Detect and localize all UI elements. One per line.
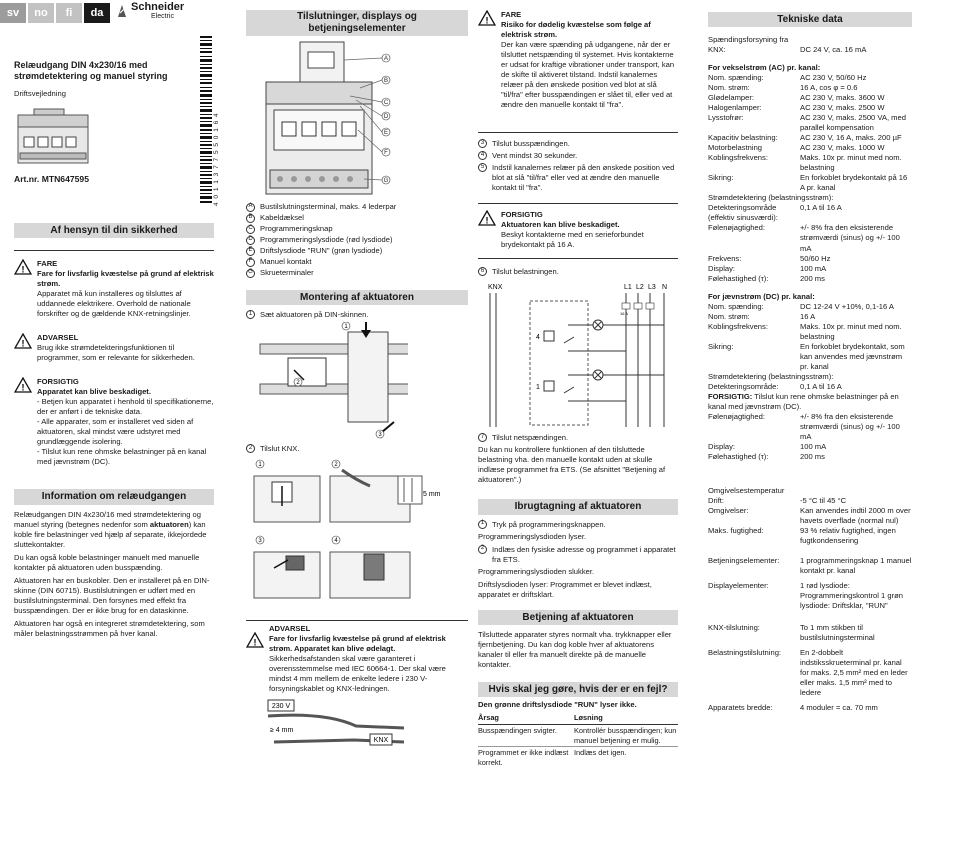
fault-cause: Busspændingen svigter.	[478, 725, 557, 735]
spec-value: DC 24 V, ca. 16 mA	[800, 45, 867, 55]
spec-row	[708, 73, 912, 83]
mount-warning-text: Sikkerhedsafstanden skal være garanteret i overensstemmelse med IEC 60664-1. Der skal være mindst 4 mm mellem de enkelte ledere i 230 V-forsyningskablet og KNX-ledningen.	[269, 654, 446, 694]
fault-solution: Indlæs det igen.	[574, 748, 627, 758]
label-channel-4: 4	[536, 334, 540, 342]
barcode	[200, 36, 220, 206]
caution-text: Beskyt kontakterne med en serieforbundet brydekontakt på 16 A.	[501, 230, 644, 250]
info-heading: Information om relæudgangen	[14, 489, 214, 504]
step-text: Indstil kanalernes relæer på den ønskede position ved blot at slå "til/fra" eller ved at ændre den manuelle kontakt til "fra".	[492, 163, 675, 193]
spec-value: AC 230 V, 16 A, maks. 200 µF	[800, 133, 902, 143]
danger-text: Der kan være spænding på udgangene, når der er tilsluttet netspænding til systemet. Hvis kontakterne er udsat for kraftige vibrationer under transport, kan de skifte til aktiveret tilstand. Indstil kanalernes relæer på den ønskede position ved blot at slå "til/fra" efter busspændingen er slået til, eller ved at ændre den manuelle kontakt til "fra".	[501, 40, 675, 110]
svg-text:!: !	[253, 637, 257, 648]
warning-triangle-icon	[478, 210, 496, 226]
spec-value: AC 230 V, maks. 1000 W	[800, 143, 885, 153]
spec-value: -5 °C til 45 °C	[800, 495, 847, 505]
spec-key: Nom. spænding:	[708, 301, 764, 311]
legend-marker: A	[246, 203, 255, 212]
svg-text:C: C	[383, 100, 389, 106]
supply-label: Spændingsforsyning fra	[708, 35, 789, 45]
mount-step-1	[246, 310, 468, 320]
lang-tab-sv[interactable]: sv	[0, 3, 26, 23]
commission-line: Programmeringslysdioden slukker.	[478, 566, 595, 576]
info-paragraph	[14, 510, 214, 550]
svg-text:2: 2	[296, 380, 300, 387]
spec-key: Apparatets bredde:	[708, 703, 773, 713]
language-bar	[0, 0, 214, 26]
mount-warning-bold: Fare for livsfarlig kvæstelse på grund af elektrisk strøm. Apparatet kan blive ødelagt.	[269, 634, 446, 654]
operation-heading: Betjening af aktuatoren	[478, 610, 678, 625]
legend-marker: B	[246, 214, 255, 223]
info-paragraph: Du kan også koble belastninger manuelt med manuelle kontakter på aktuatoren uden busspænding.	[14, 552, 200, 572]
fault-table-header	[478, 712, 678, 724]
commission-line: Programmeringslysdioden lyser.	[478, 531, 587, 541]
step-text: Vent mindst 30 sekunder.	[492, 151, 578, 161]
lang-tab-fi[interactable]: fi	[56, 3, 82, 23]
spec-value: 200 ms	[800, 273, 825, 283]
spec-row	[708, 223, 912, 253]
step-text: Tilslut KNX.	[260, 444, 300, 454]
device-diagram	[260, 40, 410, 198]
cable-distance-diagram	[266, 698, 406, 748]
info-text-bold: aktuatoren	[149, 519, 189, 529]
warning-triangle-icon	[14, 377, 32, 393]
step-number: 3	[478, 139, 487, 148]
svg-text:B: B	[383, 78, 389, 84]
step-number: 6	[478, 267, 487, 276]
commission-step-2	[478, 545, 678, 565]
svg-text:1: 1	[258, 462, 262, 469]
label-knx: KNX	[488, 284, 503, 292]
step-number: 2	[246, 444, 255, 453]
warning-notice	[14, 333, 214, 363]
spec-row	[708, 382, 912, 392]
commission-step-1	[478, 520, 678, 530]
fault-table	[478, 712, 678, 769]
caution-bold: Apparatet kan blive beskadiget.	[37, 387, 151, 397]
legend-item	[246, 224, 468, 234]
operation-text: Tilsluttede apparater styres normalt vha. trykknapper eller fjernbetjening. Du kan dog koble hver af aktuatorens kanaler til eller fra manuelt direkte på de manuelle kontakter.	[478, 629, 672, 669]
step-3	[478, 139, 678, 149]
caution-notice	[14, 377, 214, 467]
warning-text: Brug ikke strømdetekteringsfunktionen til programmer, som er relevante for sikkerheden.	[37, 343, 195, 363]
caution-item: - Alle apparater, som er installeret ved siden af aktuatoren, skal mindst være udstyret med grundlæggende isolering.	[37, 417, 194, 447]
spec-key: Detekteringsområde (effektiv sinusværdi):	[708, 203, 778, 223]
spec-row	[708, 93, 912, 103]
mounting-heading: Montering af aktuatoren	[246, 290, 468, 305]
svg-text:3: 3	[258, 538, 262, 545]
spec-row	[708, 312, 912, 322]
step-6	[478, 267, 678, 277]
step-number: 4	[478, 151, 487, 160]
danger-bold: Fare for livsfarlig kvæstelse på grund af elektrisk strøm.	[37, 269, 214, 289]
step-4	[478, 151, 678, 161]
spec-value: AC 230 V, maks. 2500 W	[800, 103, 885, 113]
spec-row	[708, 496, 912, 506]
spec-value: AC 230 V, 50/60 Hz	[800, 73, 867, 83]
spec-value: 1 rød lysdiode: Programmeringskontrol 1 grøn lysdiode: Driftsklar, "RUN"	[800, 580, 903, 610]
connections-heading: Tilslutninger, displays og betjeningselementer	[246, 10, 468, 36]
legend-item	[246, 202, 468, 212]
env-specs	[708, 496, 912, 546]
svg-text:3: 3	[378, 432, 382, 439]
warning-label: ADVARSEL	[37, 333, 79, 343]
caution-label: FORSIGTIG	[501, 210, 543, 220]
spec-row	[708, 113, 912, 133]
legend-item	[246, 213, 468, 223]
info-paragraph: Aktuatoren har også en integreret strømdetektering, som måler belastningsstrømmen på hver kanal.	[14, 618, 205, 638]
ac-detect-specs	[708, 203, 912, 283]
step-number: 1	[478, 520, 487, 529]
spec-key: Motorbelastning	[708, 143, 763, 153]
spec-row	[708, 103, 912, 113]
step-7	[478, 433, 678, 443]
spec-row	[708, 506, 912, 526]
spec-key: Glødelamper:	[708, 93, 755, 103]
legend-text: Manuel kontakt	[260, 257, 312, 267]
spec-row	[708, 412, 912, 442]
tech-heading: Tekniske data	[708, 12, 912, 27]
spec-value: En forkoblet brydekontakt, som kan anvendes med jævnstrøm pr. kanal	[800, 341, 905, 371]
spec-row	[708, 322, 912, 342]
legend-marker: C	[246, 225, 255, 234]
spec-row	[708, 452, 912, 462]
legend-item	[246, 235, 468, 245]
spec-value: To 1 mm stikben til bustilslutningsterminal	[800, 623, 875, 643]
spec-key: KNX-tilslutning:	[708, 623, 760, 632]
spec-row	[708, 581, 912, 611]
supply-row	[708, 45, 912, 55]
mount-step-2	[246, 444, 468, 454]
mount-warning	[246, 624, 468, 694]
info-text: Relæudgangen DIN 4x230/16 med strømdetektering og manuel styring (betegnes nedenfor som	[14, 509, 201, 529]
legend-list	[246, 202, 468, 278]
spec-value: En forkoblet brydekontakt på 16 A pr. kanal	[800, 173, 908, 193]
danger-label: FARE	[501, 10, 522, 19]
commissioning-body	[478, 520, 678, 600]
spec-key: Halogenlamper:	[708, 103, 762, 113]
spec-value: 1 programmeringsknap 1 manuel kontakt pr. kanal	[800, 555, 912, 575]
spec-value: +/- 8% fra den eksisterende strømværdi (sinus) og +/- 100 mA	[800, 411, 900, 441]
label-knx: KNX	[373, 737, 389, 745]
divider	[478, 132, 678, 133]
mount-warning-label: ADVARSEL	[269, 624, 311, 634]
spec-key: Belastningstilslutning:	[708, 648, 782, 658]
table-row	[478, 747, 678, 769]
divider	[478, 258, 678, 259]
danger-notice	[14, 259, 214, 319]
warning-triangle-icon	[478, 10, 496, 26]
divider	[478, 203, 678, 204]
commission-line: Driftslysdioden lyser: Programmet er blevet indlæst, apparatet er driftsklart.	[478, 579, 652, 599]
ac-specs	[708, 73, 912, 193]
spec-value: 16 A	[800, 311, 816, 321]
spec-key: Detekteringsområde:	[708, 381, 779, 391]
step-5	[478, 163, 678, 193]
steps-3-5	[478, 139, 678, 193]
spec-value: Kan anvendes indtil 2000 m over havets overflade (normal nul)	[800, 505, 911, 525]
spec-row	[708, 274, 912, 284]
label-l3: L3	[648, 284, 656, 292]
lang-tab-no[interactable]: no	[28, 3, 54, 23]
label-230v: 230 V	[271, 703, 291, 711]
spec-value: AC 230 V, maks. 3600 W	[800, 93, 885, 103]
step-number: 1	[246, 310, 255, 319]
warning-triangle-icon	[246, 632, 264, 648]
spec-key: Koblingsfrekvens:	[708, 153, 768, 163]
spec-key: Følenøjagtighed:	[708, 223, 765, 233]
danger-bold: Risiko for dødelig kvæstelse som følge af elektrisk strøm.	[501, 20, 651, 40]
spec-value: 50/60 Hz	[800, 253, 831, 263]
caution-label: FORSIGTIG	[37, 377, 79, 387]
spec-key: Nom. spænding:	[708, 73, 764, 83]
info-paragraph: Aktuatoren har en buskobler. Den er installeret på en DIN-skinne (DIN 60715). Bustilslutningen er udført med en bustilslutningsterminal. Den forsynes med effekt fra busspændingen. Der er ikke brug for en dataskinne.	[14, 575, 210, 615]
legend-text: Driftslysdiode "RUN" (grøn lysdiode)	[260, 246, 383, 256]
product-subtitle: Driftsvejledning	[14, 88, 66, 98]
warning-triangle-icon	[14, 333, 32, 349]
spec-key: Nom. strøm:	[708, 311, 750, 321]
label-n: N	[662, 284, 668, 292]
spec-row	[708, 342, 912, 372]
legend-item	[246, 268, 468, 278]
schneider-logo-icon	[116, 4, 128, 18]
spec-key: Sikring:	[708, 341, 734, 351]
spec-value: Maks. 10x pr. minut med nom. belastning	[800, 321, 902, 341]
spec-row	[708, 648, 912, 698]
spec-key: Betjeningselementer:	[708, 555, 780, 565]
dc-caution-text: Tilslut kun rene ohmske belastninger på en kanal med jævnstrøm (DC).	[708, 391, 899, 411]
svg-text:G: G	[383, 178, 389, 184]
label-l1: L1	[624, 284, 632, 292]
spec-key: Sikring:	[708, 173, 734, 183]
svg-text:!: !	[21, 264, 25, 275]
spec-key: Drift:	[708, 495, 725, 505]
mounting-diagram	[258, 322, 408, 440]
spec-row	[708, 703, 912, 713]
caution-item: - Tilslut kun rene ohmske belastninger på en kanal med jævnstrøm (DC).	[37, 447, 207, 467]
step-number: 2	[478, 545, 487, 554]
brand-name: Schneider	[131, 1, 185, 13]
step-text: Indlæs den fysiske adresse og programmet i apparatet fra ETS.	[492, 544, 676, 564]
spec-row	[708, 203, 912, 223]
step-text: Tilslut netspændingen.	[492, 433, 569, 443]
spec-value: +/- 8% fra den eksisterende strømværdi (sinus) og +/- 100 mA	[800, 223, 900, 253]
fault-col-cause: Årsag	[478, 713, 499, 723]
table-row	[478, 724, 678, 747]
label-5mm: 5 mm	[423, 491, 441, 499]
ac-detect-label: Strømdetektering (belastningsstrøm):	[708, 193, 834, 203]
dc-caution-label: FORSIGTIG:	[708, 391, 753, 401]
caution-item: - Betjen kun apparatet i henhold til specifikationerne, der er anført i de tekniske data.	[37, 397, 214, 417]
column-4	[708, 12, 912, 713]
misc-specs	[708, 556, 912, 713]
spec-row	[708, 254, 912, 264]
legend-text: Programmeringslysdiode (rød lysdiode)	[260, 235, 393, 245]
spec-row	[708, 153, 912, 173]
spec-row	[708, 264, 912, 274]
wiring-diagram	[478, 281, 678, 427]
svg-text:D: D	[383, 114, 389, 120]
spec-value: 4 moduler = ca. 70 mm	[800, 703, 878, 713]
info-body	[14, 510, 214, 639]
dc-heading: For jævnstrøm (DC) pr. kanal:	[708, 291, 815, 301]
env-label: Omgivelsestemperatur	[708, 485, 785, 495]
divider	[246, 620, 468, 621]
brand-sub: Electric	[151, 13, 174, 20]
step-text: Tilslut busspændingen.	[492, 139, 570, 149]
label-l2: L2	[636, 284, 644, 292]
brand-logo	[116, 2, 184, 20]
spec-key: Koblingsfrekvens:	[708, 321, 768, 331]
spec-key: Følehastighed (τ):	[708, 451, 769, 461]
spec-row	[708, 556, 912, 576]
fault-heading: Hvis skal jeg gøre, hvis der er en fejl?	[478, 682, 678, 697]
column-3	[478, 10, 678, 769]
column-1	[6, 0, 220, 642]
legend-text: Bustilslutningsterminal, maks. 4 lederpar	[260, 202, 397, 211]
spec-key: Maks. fugtighed:	[708, 525, 764, 535]
caution-notice-2	[478, 210, 678, 250]
spec-value: 100 mA	[800, 441, 827, 451]
barcode-bars	[200, 36, 212, 206]
column-2	[246, 10, 468, 748]
dc-caution	[708, 392, 912, 412]
label-4mm: ≥ 4 mm	[270, 727, 294, 735]
spec-row	[708, 173, 912, 193]
spec-row	[708, 143, 912, 153]
spec-value: 200 ms	[800, 451, 825, 461]
lang-tab-da[interactable]: da	[84, 3, 110, 23]
info-text: ) kan koble fire belastninger ved hjælp af separate, ikkejordede sluttekontakter.	[14, 519, 207, 549]
svg-text:!: !	[485, 15, 489, 26]
safety-heading: Af hensyn til din sikkerhed	[14, 223, 214, 238]
commissioning-heading: Ibrugtagning af aktuatoren	[478, 499, 678, 514]
dc-detect-specs	[708, 412, 912, 462]
step-text: Sæt aktuatoren på DIN-skinnen.	[260, 310, 369, 320]
label-channel-1: 1	[536, 384, 540, 392]
danger-notice-2	[478, 10, 678, 110]
spec-key: Kapacitiv belastning:	[708, 133, 778, 143]
spec-key: Nom. strøm:	[708, 83, 750, 93]
step-text: Tilslut belastningen.	[492, 267, 559, 277]
legend-item	[246, 246, 468, 256]
legend-text: Skrueterminaler	[260, 268, 314, 278]
fault-cause: Programmet er ikke indlæst korrekt.	[478, 748, 569, 768]
svg-text:1: 1	[344, 324, 348, 331]
dc-detect-label: Strømdetektering (belastningsstrøm):	[708, 371, 834, 381]
article-number: Art.nr. MTN647595	[14, 173, 89, 184]
barcode-number: 4 0 1 1 3 7 7 5 5 0 1 6 4	[213, 112, 220, 206]
spec-row	[708, 526, 912, 546]
product-title: Relæudgang DIN 4x230/16 med strømdetektering og manuel styring	[14, 60, 168, 82]
svg-text:!: !	[485, 215, 489, 226]
fault-solution: Kontrollér busspændingen; kun manuel betjening er mulig.	[574, 725, 677, 745]
svg-text:!: !	[21, 382, 25, 393]
ac-heading: For vekselstrøm (AC) pr. kanal:	[708, 63, 821, 73]
warning-triangle-icon	[14, 259, 32, 275]
legend-marker: E	[246, 247, 255, 256]
legend-marker: F	[246, 258, 255, 267]
svg-text:4: 4	[334, 538, 338, 545]
legend-item	[246, 257, 468, 267]
spec-key: Følenøjagtighed:	[708, 411, 765, 421]
svg-text:2: 2	[334, 462, 338, 469]
knx-connection-diagram	[246, 456, 468, 606]
spec-key: Display:	[708, 441, 736, 451]
spec-key: Lysstofrør:	[708, 113, 744, 123]
spec-key: Frekvens:	[708, 253, 742, 263]
caution-bold: Aktuatoren kan blive beskadiget.	[501, 220, 620, 230]
fault-col-solution: Løsning	[574, 713, 603, 723]
step-7-note: Du kan nu kontrollere funktionen af den tilsluttede belastning vha. den manuelle kontakt uden at skulle indlæse programmet fra ETS. (Se afsnittet "Betjening af aktuatoren".)	[478, 445, 666, 485]
spec-key: KNX:	[708, 45, 726, 55]
spec-key: Displayelementer:	[708, 580, 769, 590]
spec-value: 93 % relativ fugtighed, ingen fugtkondensering	[800, 525, 896, 545]
spec-row	[708, 83, 912, 93]
step-number: 5	[478, 163, 487, 172]
spec-value: 0,1 A til 16 A	[800, 203, 842, 213]
spec-value: 0,1 A til 16 A	[800, 381, 842, 391]
svg-text:F: F	[384, 150, 388, 156]
spec-key: Omgivelser:	[708, 505, 749, 515]
svg-text:E: E	[383, 130, 389, 136]
svg-text:!: !	[21, 338, 25, 349]
legend-text: Kabeldæksel	[260, 213, 304, 223]
divider	[14, 250, 214, 251]
legend-marker: G	[246, 269, 255, 278]
svg-text:A: A	[383, 56, 389, 62]
spec-value: En 2-dobbelt indstiksskrueterminal pr. kanal for maks. 2,5 mm² med en leder eller maks. 1,5 mm² med to ledere	[800, 648, 908, 698]
spec-key: Display:	[708, 263, 736, 273]
legend-text: Programmeringsknap	[260, 224, 333, 234]
spec-value: 100 mA	[800, 263, 827, 273]
spec-row	[708, 623, 912, 643]
spec-value: Maks. 10x pr. minut med nom. belastning	[800, 153, 902, 173]
danger-text: Apparatet må kun installeres og tilsluttes af uddannede elektrikere. Overhold de nationale forskrifter og de gældende KNX-retningslinjer.	[37, 289, 191, 319]
spec-row	[708, 302, 912, 312]
fuse-label: 16 A	[620, 311, 629, 317]
step-text: Tryk på programmeringsknappen.	[492, 519, 606, 529]
device-image	[14, 107, 94, 167]
spec-value: DC 12-24 V +10%, 0,1-16 A	[800, 301, 894, 311]
step-number: 7	[478, 433, 487, 442]
dc-specs	[708, 302, 912, 372]
danger-label: FARE	[37, 259, 58, 269]
fault-subtitle: Den grønne driftslysdiode "RUN" lyser ikke.	[478, 700, 637, 710]
spec-row	[708, 133, 912, 143]
spec-row	[708, 442, 912, 452]
legend-marker: D	[246, 236, 255, 245]
spec-value: AC 230 V, maks. 2500 VA, med parallel kompensation	[800, 113, 906, 133]
spec-key: Følehastighed (τ):	[708, 273, 769, 283]
spec-value: 16 A, cos φ = 0.6	[800, 83, 858, 93]
